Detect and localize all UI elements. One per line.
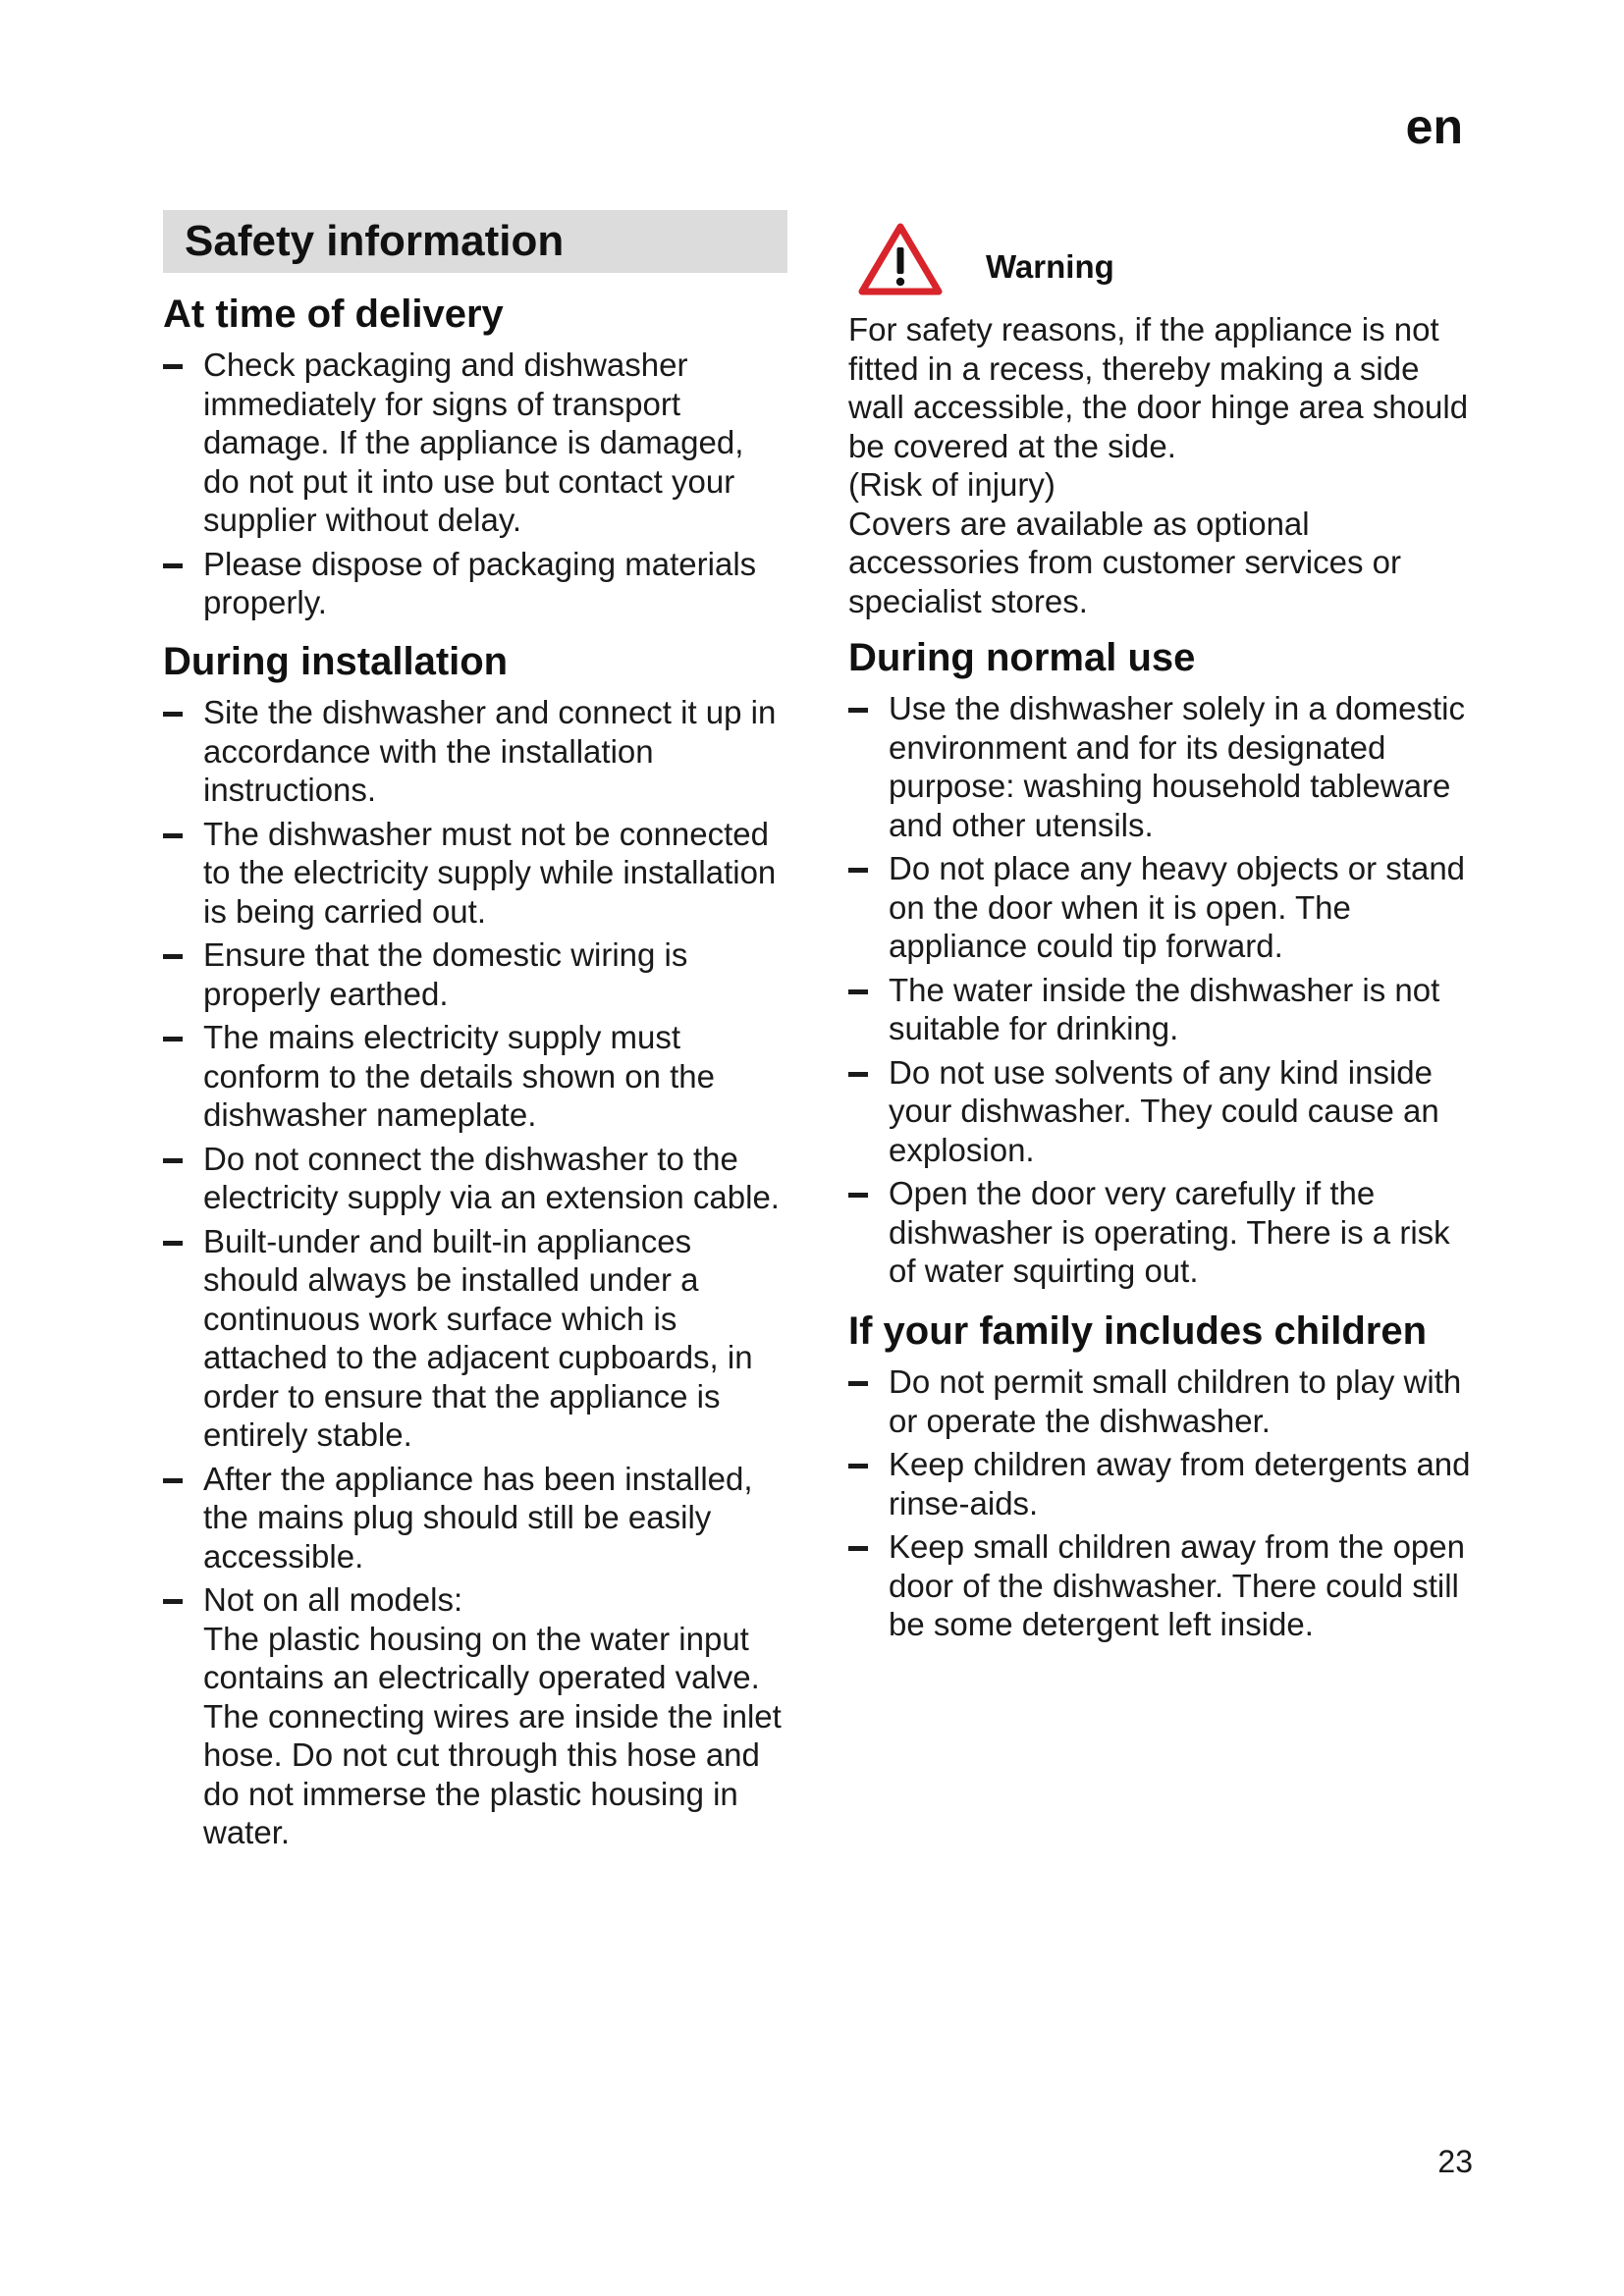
list-item bbox=[163, 1580, 787, 1852]
list-item-text: After the appliance has been installed, the mains plug should still be easily accessible. bbox=[203, 1460, 753, 1575]
dash-bullet bbox=[848, 1072, 868, 1077]
list-item bbox=[163, 1222, 787, 1455]
list-item bbox=[848, 1362, 1477, 1440]
list-item-text: Site the dishwasher and connect it up in accordance with the installation instructions. bbox=[203, 694, 777, 808]
dash-bullet bbox=[163, 1158, 183, 1163]
list-item-text: Open the door very carefully if the dishwasher is operating. There is a risk of water squirting out. bbox=[889, 1175, 1450, 1289]
dash-bullet bbox=[163, 954, 183, 959]
dash-bullet bbox=[163, 1037, 183, 1041]
dash-bullet bbox=[163, 364, 183, 369]
list-item bbox=[163, 693, 787, 810]
list-item bbox=[848, 971, 1477, 1048]
dash-bullet bbox=[163, 1478, 183, 1483]
list-item bbox=[848, 689, 1477, 844]
list-item bbox=[163, 545, 787, 622]
list-item bbox=[848, 1053, 1477, 1170]
dash-bullet bbox=[163, 833, 183, 838]
delivery-heading: At time of delivery bbox=[163, 293, 504, 336]
delivery-section bbox=[163, 291, 787, 622]
dash-bullet bbox=[848, 1464, 868, 1468]
list-item bbox=[163, 1018, 787, 1135]
dash-bullet bbox=[848, 708, 868, 713]
list-item bbox=[848, 1527, 1477, 1644]
installation-heading: During installation bbox=[163, 640, 509, 683]
dash-bullet bbox=[163, 563, 183, 568]
dash-bullet bbox=[163, 1241, 183, 1246]
list-item-text: Please dispose of packaging materials properly. bbox=[203, 545, 757, 620]
list-item-text: The water inside the dishwasher is not suitable for drinking. bbox=[889, 971, 1440, 1046]
children-list bbox=[848, 1362, 1477, 1644]
list-item bbox=[163, 935, 787, 1013]
children-heading: If your family includes children bbox=[848, 1309, 1428, 1353]
list-item-text: Keep children away from detergents and rinse-aids. bbox=[889, 1446, 1471, 1522]
section-title: Safety information bbox=[163, 210, 787, 273]
list-item bbox=[163, 346, 787, 540]
dash-bullet bbox=[163, 1599, 183, 1604]
list-item bbox=[163, 815, 787, 932]
page-number: 23 bbox=[1437, 2144, 1473, 2179]
list-item-text: The plastic housing on the water input contains an electrically operated valve. The connecting wires are inside the inlet hose. Do not cut through this hose and do not immerse the plastic housing in water. bbox=[203, 1620, 782, 1850]
list-item-text: Built-under and built-in appliances should always be installed under a continuous work surface which is attached to the adjacent cupboards, in order to ensure that the appliance is entirely stable. bbox=[203, 1222, 753, 1453]
list-item bbox=[848, 849, 1477, 966]
dash-bullet bbox=[163, 712, 183, 717]
normal-use-heading: During normal use bbox=[848, 636, 1196, 679]
list-item-text: Do not place any heavy objects or stand on the door when it is open. The appliance could tip forward. bbox=[889, 850, 1466, 964]
list-item-text: Do not use solvents of any kind inside your dishwasher. They could cause an explosion. bbox=[889, 1053, 1439, 1168]
dash-bullet bbox=[848, 868, 868, 873]
list-item-text: Use the dishwasher solely in a domestic environment and for its designated purpose: washing household tableware and other utensils. bbox=[889, 690, 1465, 843]
list-item-lead: Not on all models: bbox=[203, 1581, 463, 1618]
list-item bbox=[163, 1460, 787, 1576]
installation-list bbox=[163, 693, 787, 1852]
warning-covers: Covers are available as optional accessories from customer services or specialist stores. bbox=[848, 505, 1401, 619]
list-item-text: Do not connect the dishwasher to the electricity supply via an extension cable. bbox=[203, 1140, 780, 1215]
list-item bbox=[163, 1140, 787, 1217]
warning-triangle-icon bbox=[858, 222, 943, 296]
list-item-text: The dishwasher must not be connected to the electricity supply while installation is being carried out. bbox=[203, 815, 777, 930]
list-item-text: Keep small children away from the open door of the dishwasher. There could still be some detergent left inside. bbox=[889, 1528, 1465, 1642]
warning-paragraph: For safety reasons, if the appliance is not fitted in a recess, thereby making a side wall accessible, the door hinge area should be covered at the side. bbox=[848, 311, 1469, 464]
dash-bullet bbox=[848, 1546, 868, 1551]
list-item-text: Check packaging and dishwasher immediately for signs of transport damage. If the appliance is damaged, do not put it into use but contact your supplier without delay. bbox=[203, 347, 744, 538]
children-section bbox=[848, 1308, 1477, 1644]
language-code: en bbox=[1405, 99, 1463, 154]
dash-bullet bbox=[848, 989, 868, 994]
normal-use-list bbox=[848, 689, 1477, 1291]
warning-label: Warning bbox=[986, 248, 1114, 285]
normal-use-section bbox=[848, 634, 1477, 1291]
warning-text bbox=[848, 310, 1477, 620]
list-item bbox=[848, 1445, 1477, 1522]
installation-section bbox=[163, 638, 787, 1852]
delivery-list bbox=[163, 346, 787, 622]
list-item-text: Ensure that the domestic wiring is properly earthed. bbox=[203, 936, 688, 1012]
list-item bbox=[848, 1174, 1477, 1291]
dash-bullet bbox=[848, 1193, 868, 1198]
warning-risk: (Risk of injury) bbox=[848, 466, 1056, 503]
list-item-text: Do not permit small children to play with or operate the dishwasher. bbox=[889, 1363, 1462, 1439]
dash-bullet bbox=[848, 1381, 868, 1386]
warning-header bbox=[848, 222, 1477, 300]
list-item-text: The mains electricity supply must conform to the details shown on the dishwasher nameplate. bbox=[203, 1019, 715, 1133]
